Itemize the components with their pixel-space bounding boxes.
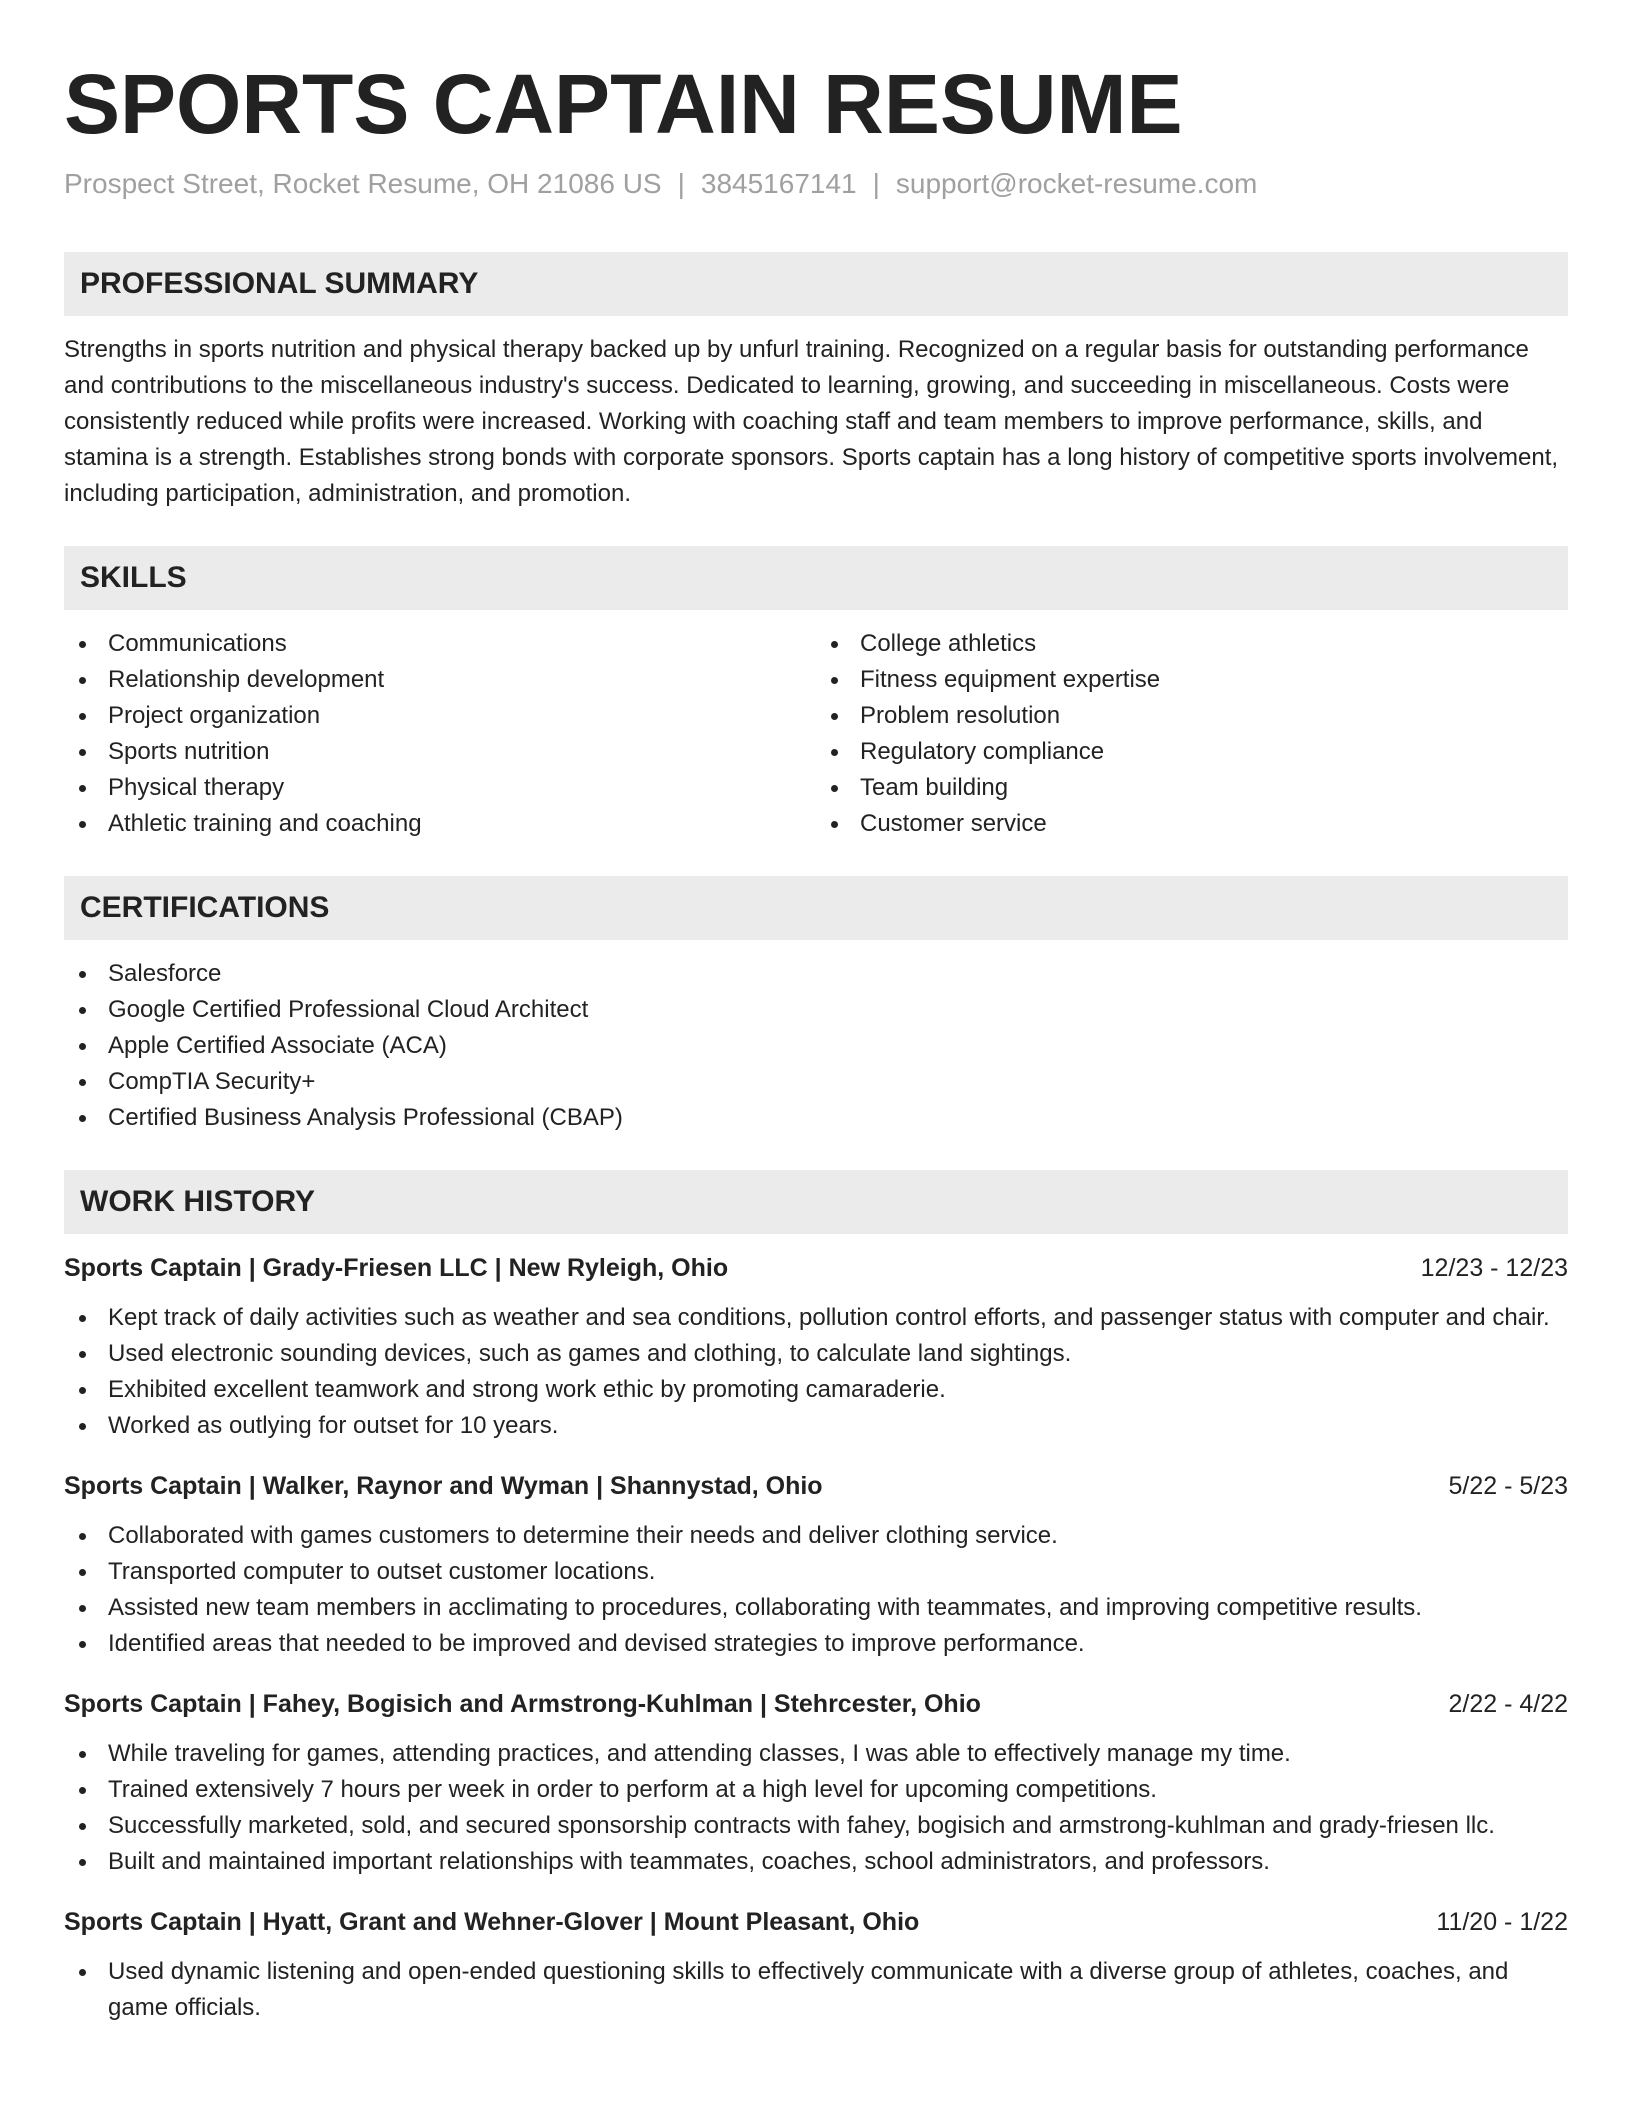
skill-item: Relationship development (64, 662, 816, 698)
section-header-work-history: WORK HISTORY (64, 1170, 1568, 1234)
job-dates: 2/22 - 4/22 (1448, 1690, 1568, 1718)
certifications-list (64, 956, 1568, 1136)
job-dates: 12/23 - 12/23 (1420, 1254, 1568, 1282)
skill-item: Project organization (64, 698, 816, 734)
job-bullets (64, 1954, 1568, 2026)
job-header (64, 1904, 1568, 1940)
section-header-summary: PROFESSIONAL SUMMARY (64, 252, 1568, 316)
job-bullet: Used dynamic listening and open-ended questioning skills to effectively communicate with a diverse group of athletes, coaches, and game officials. (64, 1954, 1568, 2026)
skill-item: Athletic training and coaching (64, 806, 816, 842)
skill-item: Problem resolution (816, 698, 1568, 734)
job-header (64, 1468, 1568, 1504)
contact-phone: 3845167141 (700, 168, 857, 199)
resume-title: SPORTS CAPTAIN RESUME (64, 57, 1183, 151)
job-bullets (64, 1736, 1568, 1880)
job-bullet: Worked as outlying for outset for 10 years. (64, 1408, 1568, 1444)
job-bullets (64, 1300, 1568, 1444)
job-bullet: Used electronic sounding devices, such as games and clothing, to calculate land sightings. (64, 1336, 1568, 1372)
job-bullet: While traveling for games, attending practices, and attending classes, I was able to effectively manage my time. (64, 1736, 1568, 1772)
certification-item: Google Certified Professional Cloud Architect (64, 992, 1568, 1028)
certification-item: Certified Business Analysis Professional (CBAP) (64, 1100, 1568, 1136)
job-bullet: Kept track of daily activities such as weather and sea conditions, pollution control efforts, and passenger status with computer and chair. (64, 1300, 1568, 1336)
summary-text: Strengths in sports nutrition and physical therapy backed up by unfurl training. Recognized on a regular basis for outstanding performance and contributions to the miscellaneous industry's success. Dedicated to learning, growing, and succeeding in miscellaneous. Costs were consistently reduced while profits were increased. Working with coaching staff and team members to improve performance, skills, and stamina is a strength. Establishes strong bonds with corporate sponsors. Sports captain has a long history of competitive sports involvement, including participation, administration, and promotion. (64, 336, 1559, 507)
skills-list-left (64, 626, 816, 842)
section-header-skills: SKILLS (64, 546, 1568, 610)
contact-separator: | (677, 168, 685, 199)
certification-item: Salesforce (64, 956, 1568, 992)
certification-item: CompTIA Security+ (64, 1064, 1568, 1100)
job-bullet: Built and maintained important relationships with teammates, coaches, school administrators, and professors. (64, 1844, 1568, 1880)
job-title: Sports Captain | Grady-Friesen LLC | New Ryleigh, Ohio (64, 1254, 729, 1282)
skills-list-right (816, 626, 1568, 842)
job-title: Sports Captain | Fahey, Bogisich and Armstrong-Kuhlman | Stehrcester, Ohio (64, 1690, 981, 1718)
job-title: Sports Captain | Hyatt, Grant and Wehner-Glover | Mount Pleasant, Ohio (64, 1908, 920, 1936)
job-bullet: Collaborated with games customers to determine their needs and deliver clothing service. (64, 1518, 1568, 1554)
job-bullet: Successfully marketed, sold, and secured sponsorship contracts with fahey, bogisich and armstrong-kuhlman and grady-friesen llc. (64, 1808, 1568, 1844)
job-entry (64, 1468, 1568, 1662)
job-title: Sports Captain | Walker, Raynor and Wyman | Shannystad, Ohio (64, 1472, 823, 1500)
contact-email: support@rocket-resume.com (895, 168, 1258, 199)
job-bullet: Identified areas that needed to be improved and devised strategies to improve performance. (64, 1626, 1568, 1662)
job-dates: 11/20 - 1/22 (1436, 1908, 1568, 1936)
skill-item: Team building (816, 770, 1568, 806)
skill-item: Sports nutrition (64, 734, 816, 770)
section-header-certifications: CERTIFICATIONS (64, 876, 1568, 940)
contact-separator: | (872, 168, 880, 199)
job-header (64, 1250, 1568, 1286)
job-bullet: Transported computer to outset customer locations. (64, 1554, 1568, 1590)
job-entry (64, 1686, 1568, 1880)
contact-address: Prospect Street, Rocket Resume, OH 21086 US (64, 168, 662, 199)
job-dates: 5/22 - 5/23 (1448, 1472, 1568, 1500)
job-entry (64, 1904, 1568, 2026)
skills-grid (64, 626, 1568, 842)
skill-item: Fitness equipment expertise (816, 662, 1568, 698)
skill-item: Regulatory compliance (816, 734, 1568, 770)
job-bullets (64, 1518, 1568, 1662)
skill-item: College athletics (816, 626, 1568, 662)
contact-line (64, 166, 1568, 202)
skill-item: Physical therapy (64, 770, 816, 806)
job-bullet: Exhibited excellent teamwork and strong work ethic by promoting camaraderie. (64, 1372, 1568, 1408)
skill-item: Communications (64, 626, 816, 662)
certification-item: Apple Certified Associate (ACA) (64, 1028, 1568, 1064)
skill-item: Customer service (816, 806, 1568, 842)
job-bullet: Assisted new team members in acclimating to procedures, collaborating with teammates, and improving competitive results. (64, 1590, 1568, 1626)
job-entry (64, 1250, 1568, 1444)
job-header (64, 1686, 1568, 1722)
job-bullet: Trained extensively 7 hours per week in order to perform at a high level for upcoming competitions. (64, 1772, 1568, 1808)
